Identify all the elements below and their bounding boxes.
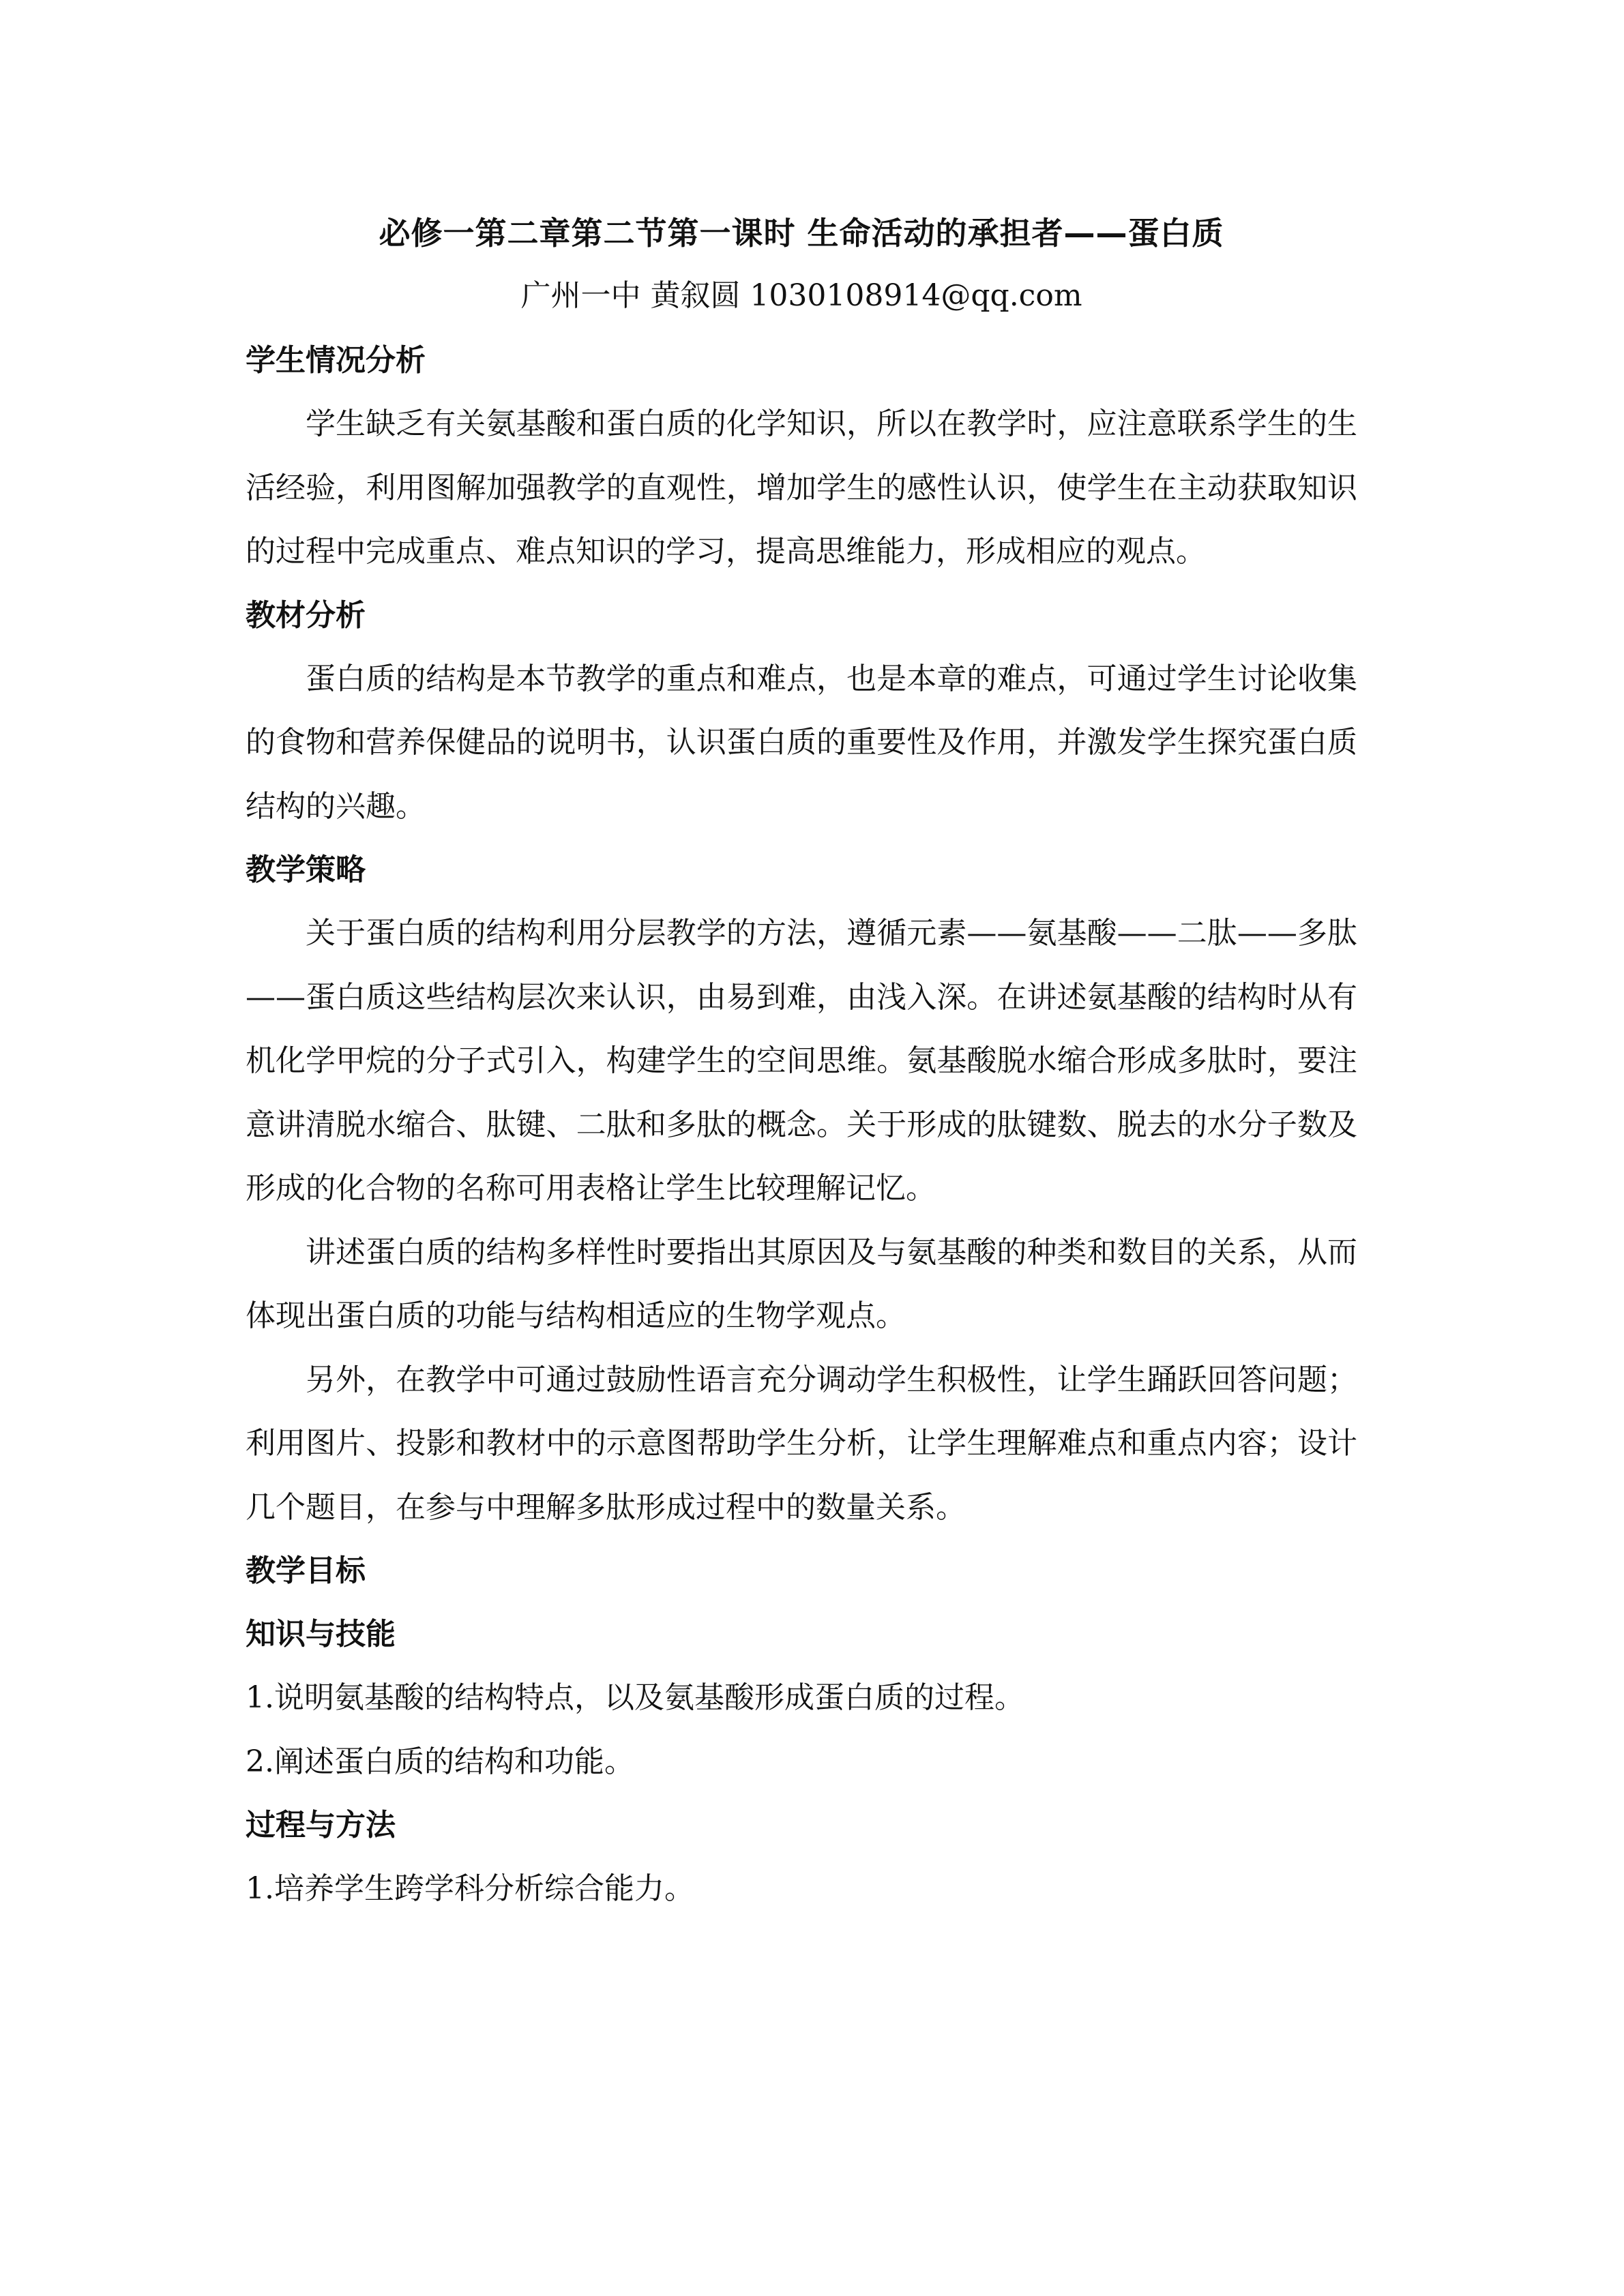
- document-author: 广州一中 黄叙圆 1030108914@qq.com: [520, 278, 1082, 313]
- document-content: [246, 202, 1357, 1921]
- section-paragraph: 蛋白质的结构是本节教学的重点和难点，也是本章的难点，可通过学生讨论收集的食物和营养保健品的说明书，认识蛋白质的重要性及作用，并激发学生探究蛋白质结构的兴趣。: [246, 661, 1357, 824]
- section-paragraph: 学生缺乏有关氨基酸和蛋白质的化学知识，所以在教学时，应注意联系学生的生活经验，利用图解加强教学的直观性，增加学生的感性认识，使学生在主动获取知识的过程中完成重点、难点知识的学习，提高思维能力，形成相应的观点。: [246, 406, 1357, 569]
- section-paragraph: 讲述蛋白质的结构多样性时要指出其原因及与氨基酸的种类和数目的关系，从而体现出蛋白质的功能与结构相适应的生物学观点。: [246, 1234, 1357, 1333]
- list-item: 2.阐述蛋白质的结构和功能。: [246, 1744, 634, 1779]
- list-item: 1.培养学生跨学科分析综合能力。: [246, 1871, 694, 1906]
- list-item: 1.说明氨基酸的结构特点，以及氨基酸形成蛋白质的过程。: [246, 1680, 1024, 1715]
- subheading-process-methods: 过程与方法: [246, 1808, 396, 1843]
- document-title: 必修一第二章第二节第一课时 生命活动的承担者——蛋白质: [379, 215, 1224, 252]
- section-heading-teaching-strategy: 教学策略: [246, 852, 366, 887]
- section-paragraph: 另外，在教学中可通过鼓励性语言充分调动学生积极性，让学生踊跃回答问题；利用图片、投影和教材中的示意图帮助学生分析，让学生理解难点和重点内容；设计几个题目，在参与中理解多肽形成过程中的数量关系。: [246, 1362, 1357, 1525]
- section-heading-teaching-goals: 教学目标: [246, 1553, 366, 1588]
- subheading-knowledge-skills: 知识与技能: [246, 1617, 396, 1652]
- section-heading-student-analysis: 学生情况分析: [246, 343, 426, 378]
- section-heading-material-analysis: 教材分析: [246, 597, 366, 633]
- section-paragraph: 关于蛋白质的结构利用分层教学的方法，遵循元素——氨基酸——二肽——多肽——蛋白质这些结构层次来认识，由易到难，由浅入深。在讲述氨基酸的结构时从有机化学甲烷的分子式引入，构建学生的空间思维。氨基酸脱水缩合形成多肽时，要注意讲清脱水缩合、肽键、二肽和多肽的概念。关于形成的肽键数、脱去的水分子数及形成的化合物的名称可用表格让学生比较理解记忆。: [246, 916, 1357, 1206]
